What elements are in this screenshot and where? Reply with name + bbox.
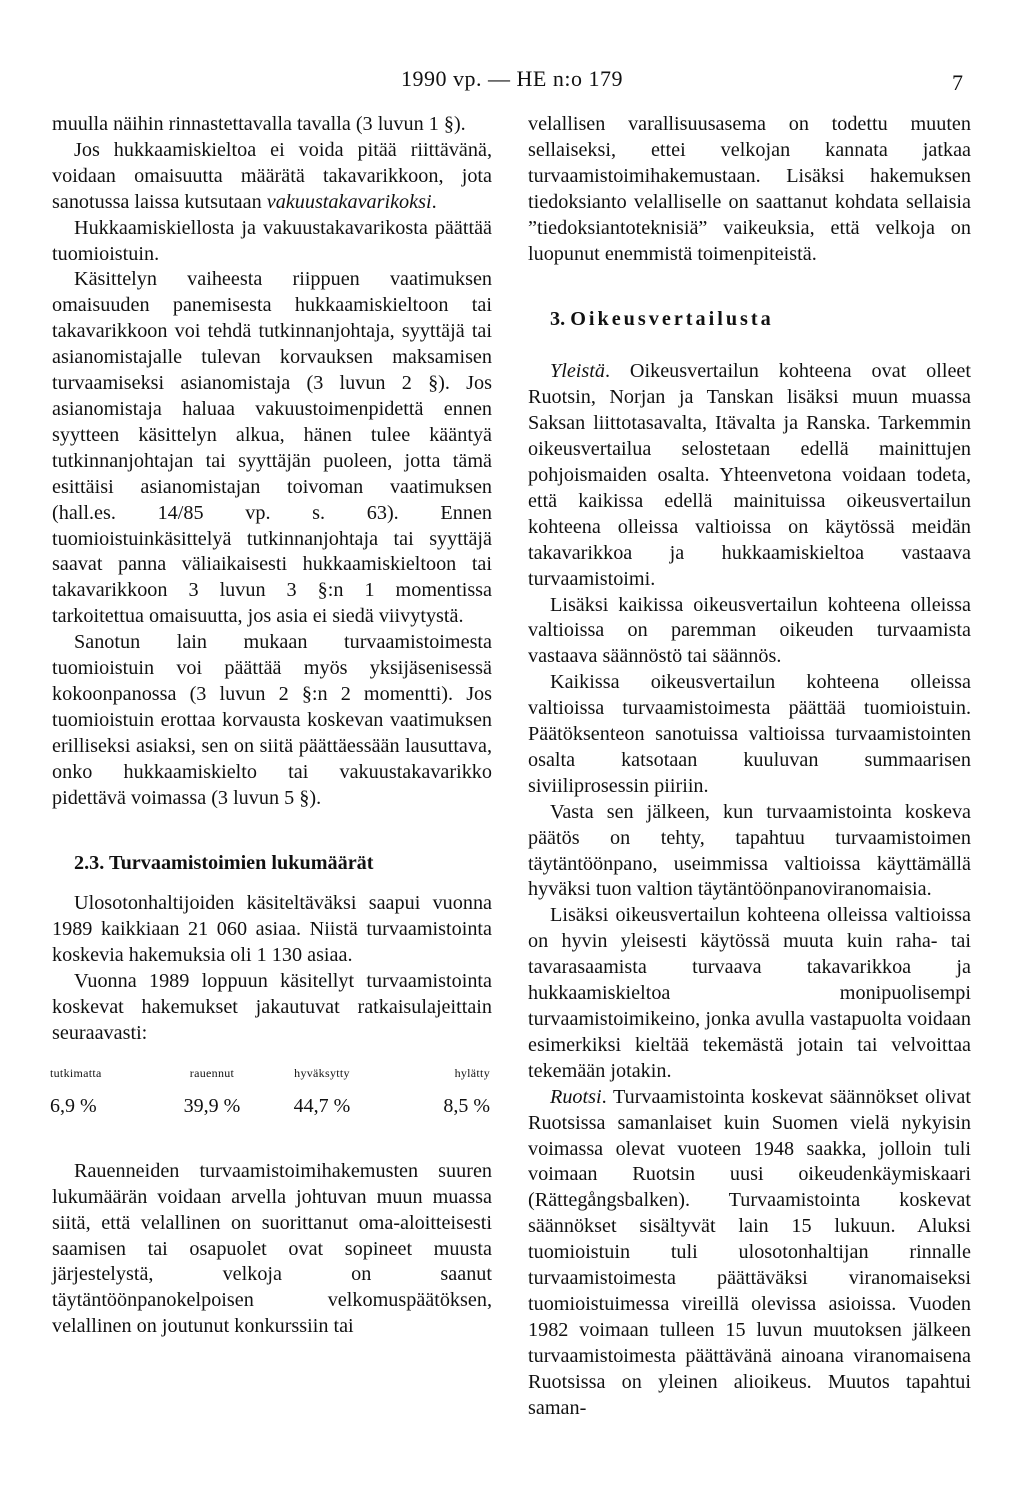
right-column xyxy=(528,112,971,1422)
paragraph: Käsittelyn vaiheesta riippuen vaatimuksen omaisuuden panemisesta hukkaamiskieltoon tai takavarikkoon voi tehdä tutkinnanjohtaja, syyttäjä tai asianomistajalle tulevan korvauksen maksamisen turvaamiseksi asianomistaja (3 luvun 2 §). Jos asianomistaja haluaa vakuustoimenpidettä ennen syytteen käsittelyn alkua, hänen tulee kääntyä tutkinnanjohtajan tai syyttäjän puoleen, jotta tämä esittäisi asianomistajan toivoman vaatimuksen (hall.es. 14/85 vp. s. 63). Ennen tuomioistuinkäsittelyä tutkinnanjohtaja tai syyttäjä saavat panna väliaikaisesti hukkaamiskieltoon tai takavarikkoon 3 luvun 3 §:n 1 momentissa tarkoitettua omaisuutta, jos asia ei siedä viivytystä. xyxy=(52,268,492,628)
section-title: Oikeusvertailusta xyxy=(570,308,774,331)
statistics-table xyxy=(50,1065,492,1119)
stat-label: tutkimatta xyxy=(50,1065,102,1080)
stat-value: 39,9 % xyxy=(183,1094,241,1117)
paragraph xyxy=(528,359,971,592)
italic-term: Yleistä xyxy=(550,360,605,383)
stat-label: hyväksytty xyxy=(294,1065,350,1080)
spacer xyxy=(52,811,492,837)
running-head: 1990 vp. — HE n:o 179 xyxy=(401,66,623,91)
paragraph xyxy=(528,1085,971,1422)
paragraph: Rauenneiden turvaamistoimihakemusten suuren lukumäärän voidaan arvella johtuvan muun muassa siitä, että velallinen on suorittanut oma-aloitteisesti saamisen tai osapuolet ovat sopineet muusta järjestelystä, velkoja on saanut täytäntöönpanokelpoisen velkomuspäätöksen, velallinen on joutunut konkurssiin tai xyxy=(52,1159,492,1338)
spacer xyxy=(52,1145,492,1159)
section-heading: 2.3. Turvaamistoimien lukumäärät xyxy=(74,852,374,875)
stat-value: 44,7 % xyxy=(293,1094,351,1117)
text-run: . Turvaamistointa koskevat säännökset olivat Ruotsissa samanlaiset kuin Suomen vielä nykyisin voimassa olevat vuoteen 1948 saakka, jolloin tuli voimaan Ruotsin uusi oikeudenkäymiskaari (Rättegångsbalken). Turvaamistointa koskevat säännökset sisältyvät lain 15 lukuun. Aluksi tuomioistuin tuli ulosotonhaltijan rinnalle turvaamistoimesta päättäväksi viranomaiseksi tuomioistuimessa vireillä olevissa asioissa. Vuoden 1982 voimaan tulleen 15 luvun muutoksen jälkeen turvaamistoimesta päättävänä ainoana viranomaisena Ruotsissa on yleinen alioikeus. Muutos tapahtui saman- xyxy=(528,1085,971,1419)
text-run: . Oikeusvertailun kohteena ovat olleet Ruotsin, Norjan ja Tanskan lisäksi muun muassa Saksan liittotasavalta, Itävalta ja Ranska. Tarkemmin oikeusvertailua selostetaan edellä mainittujen pohjoismaiden osalta. Yhteenvetona voidaan todeta, että kaikissa edellä mainituissa oikeusvertailun kohteena olleissa valtioissa on käytössä meidän takavarikkoa ja hukkaamiskieltoa vastaava turvaamistoimi. xyxy=(528,360,971,590)
spacer xyxy=(528,267,971,293)
left-column xyxy=(52,112,492,1340)
stat-label: hylätty xyxy=(454,1065,490,1080)
text-run: Jos hukkaamiskieltoa ei voida pitää riittävänä, voidaan omaisuutta määrätä takavarikkoon, jota sanotussa laissa kutsutaan xyxy=(52,138,492,213)
paragraph: Vasta sen jälkeen, kun turvaamistointa koskeva päätös on tehty, tapahtuu turvaamistoimen täytäntöönpano, useimmissa valtioissa käyttämällä hyväksi tuon valtion täytäntöönpanoviranomaisia. xyxy=(528,800,971,901)
spacer xyxy=(528,333,971,359)
paragraph: Ulosotonhaltijoiden käsiteltäväksi saapui vuonna 1989 kaikkiaan 21 060 asiaa. Niistä turvaamistointa koskevia hakemuksia oli 1 130 asiaa. xyxy=(52,892,492,967)
paragraph xyxy=(52,138,492,216)
italic-term: vakuustakavarikoksi xyxy=(266,190,432,213)
text-run: . xyxy=(431,190,437,213)
stat-value: 6,9 % xyxy=(50,1094,97,1117)
paragraph: Hukkaamiskiellosta ja vakuustakavarikosta päättää tuomioistuin. xyxy=(52,216,492,265)
paragraph: Lisäksi oikeusvertailun kohteena olleissa valtioissa on hyvin yleisesti käytössä muuta kuin raha- tai tavarasaamista turvaava takavarikkoa ja hukkaamiskieltoa monipuolisempi turvaamistoimikeino, jonka avulla vastapuolta voidaan esimerkiksi kieltää tekemästä jotain tai velvoittaa tekemään jotakin. xyxy=(528,904,971,1082)
stat-value: 8,5 % xyxy=(443,1094,490,1117)
spacer xyxy=(52,1119,492,1145)
section-number: 3. xyxy=(550,308,566,331)
paragraph: muulla näihin rinnastettavalla tavalla (3 luvun 1 §). xyxy=(52,113,466,135)
page-number: 7 xyxy=(952,70,963,95)
paragraph: Kaikissa oikeusvertailun kohteena olleissa valtioissa turvaamistoimesta päättää tuomioistuin. Päätöksenteon sanotuissa valtioissa turvaamistointen osalta katsotaan kuuluvan summaarisen siviiliprosessin piiriin. xyxy=(528,671,971,797)
spacer xyxy=(52,837,492,851)
paragraph: Lisäksi kaikissa oikeusvertailun kohteena olleissa valtioissa on paremman oikeuden turvaamista vastaava säännöstö tai säännös. xyxy=(528,593,971,668)
section-heading xyxy=(528,307,971,333)
paragraph: Vuonna 1989 loppuun käsitellyt turvaamistointa koskevat hakemukset jakautuvat ratkaisulajeittain seuraavasti: xyxy=(52,970,492,1044)
stat-label: rauennut xyxy=(189,1065,235,1080)
italic-term: Ruotsi xyxy=(550,1085,602,1108)
paragraph: Sanotun lain mukaan turvaamistoimesta tuomioistuin voi päättää myös yksijäsenisessä kokoonpanossa (3 luvun 2 §:n 2 momentti). Jos tuomioistuin erottaa korvausta koskevan vaatimuksen erilliseksi asiaksi, sen on siitä päättäessään lausuttava, onko hukkaamiskielto tai vakuustakavarikko pidettävä voimassa (3 luvun 5 §). xyxy=(52,631,492,809)
spacer xyxy=(528,293,971,307)
spacer xyxy=(52,877,492,891)
paragraph: velallisen varallisuusasema on todettu muuten sellaiseksi, ettei velkojan kannata jatkaa turvaamistoimihakemustaan. Lisäksi hakemuksen tiedoksianto velalliselle on saattanut kohdata sellaisia ”tiedoksiantoteknisiä” vaikeuksia, että velkoja on luopunut enemmistä toimenpiteistä. xyxy=(528,113,971,265)
